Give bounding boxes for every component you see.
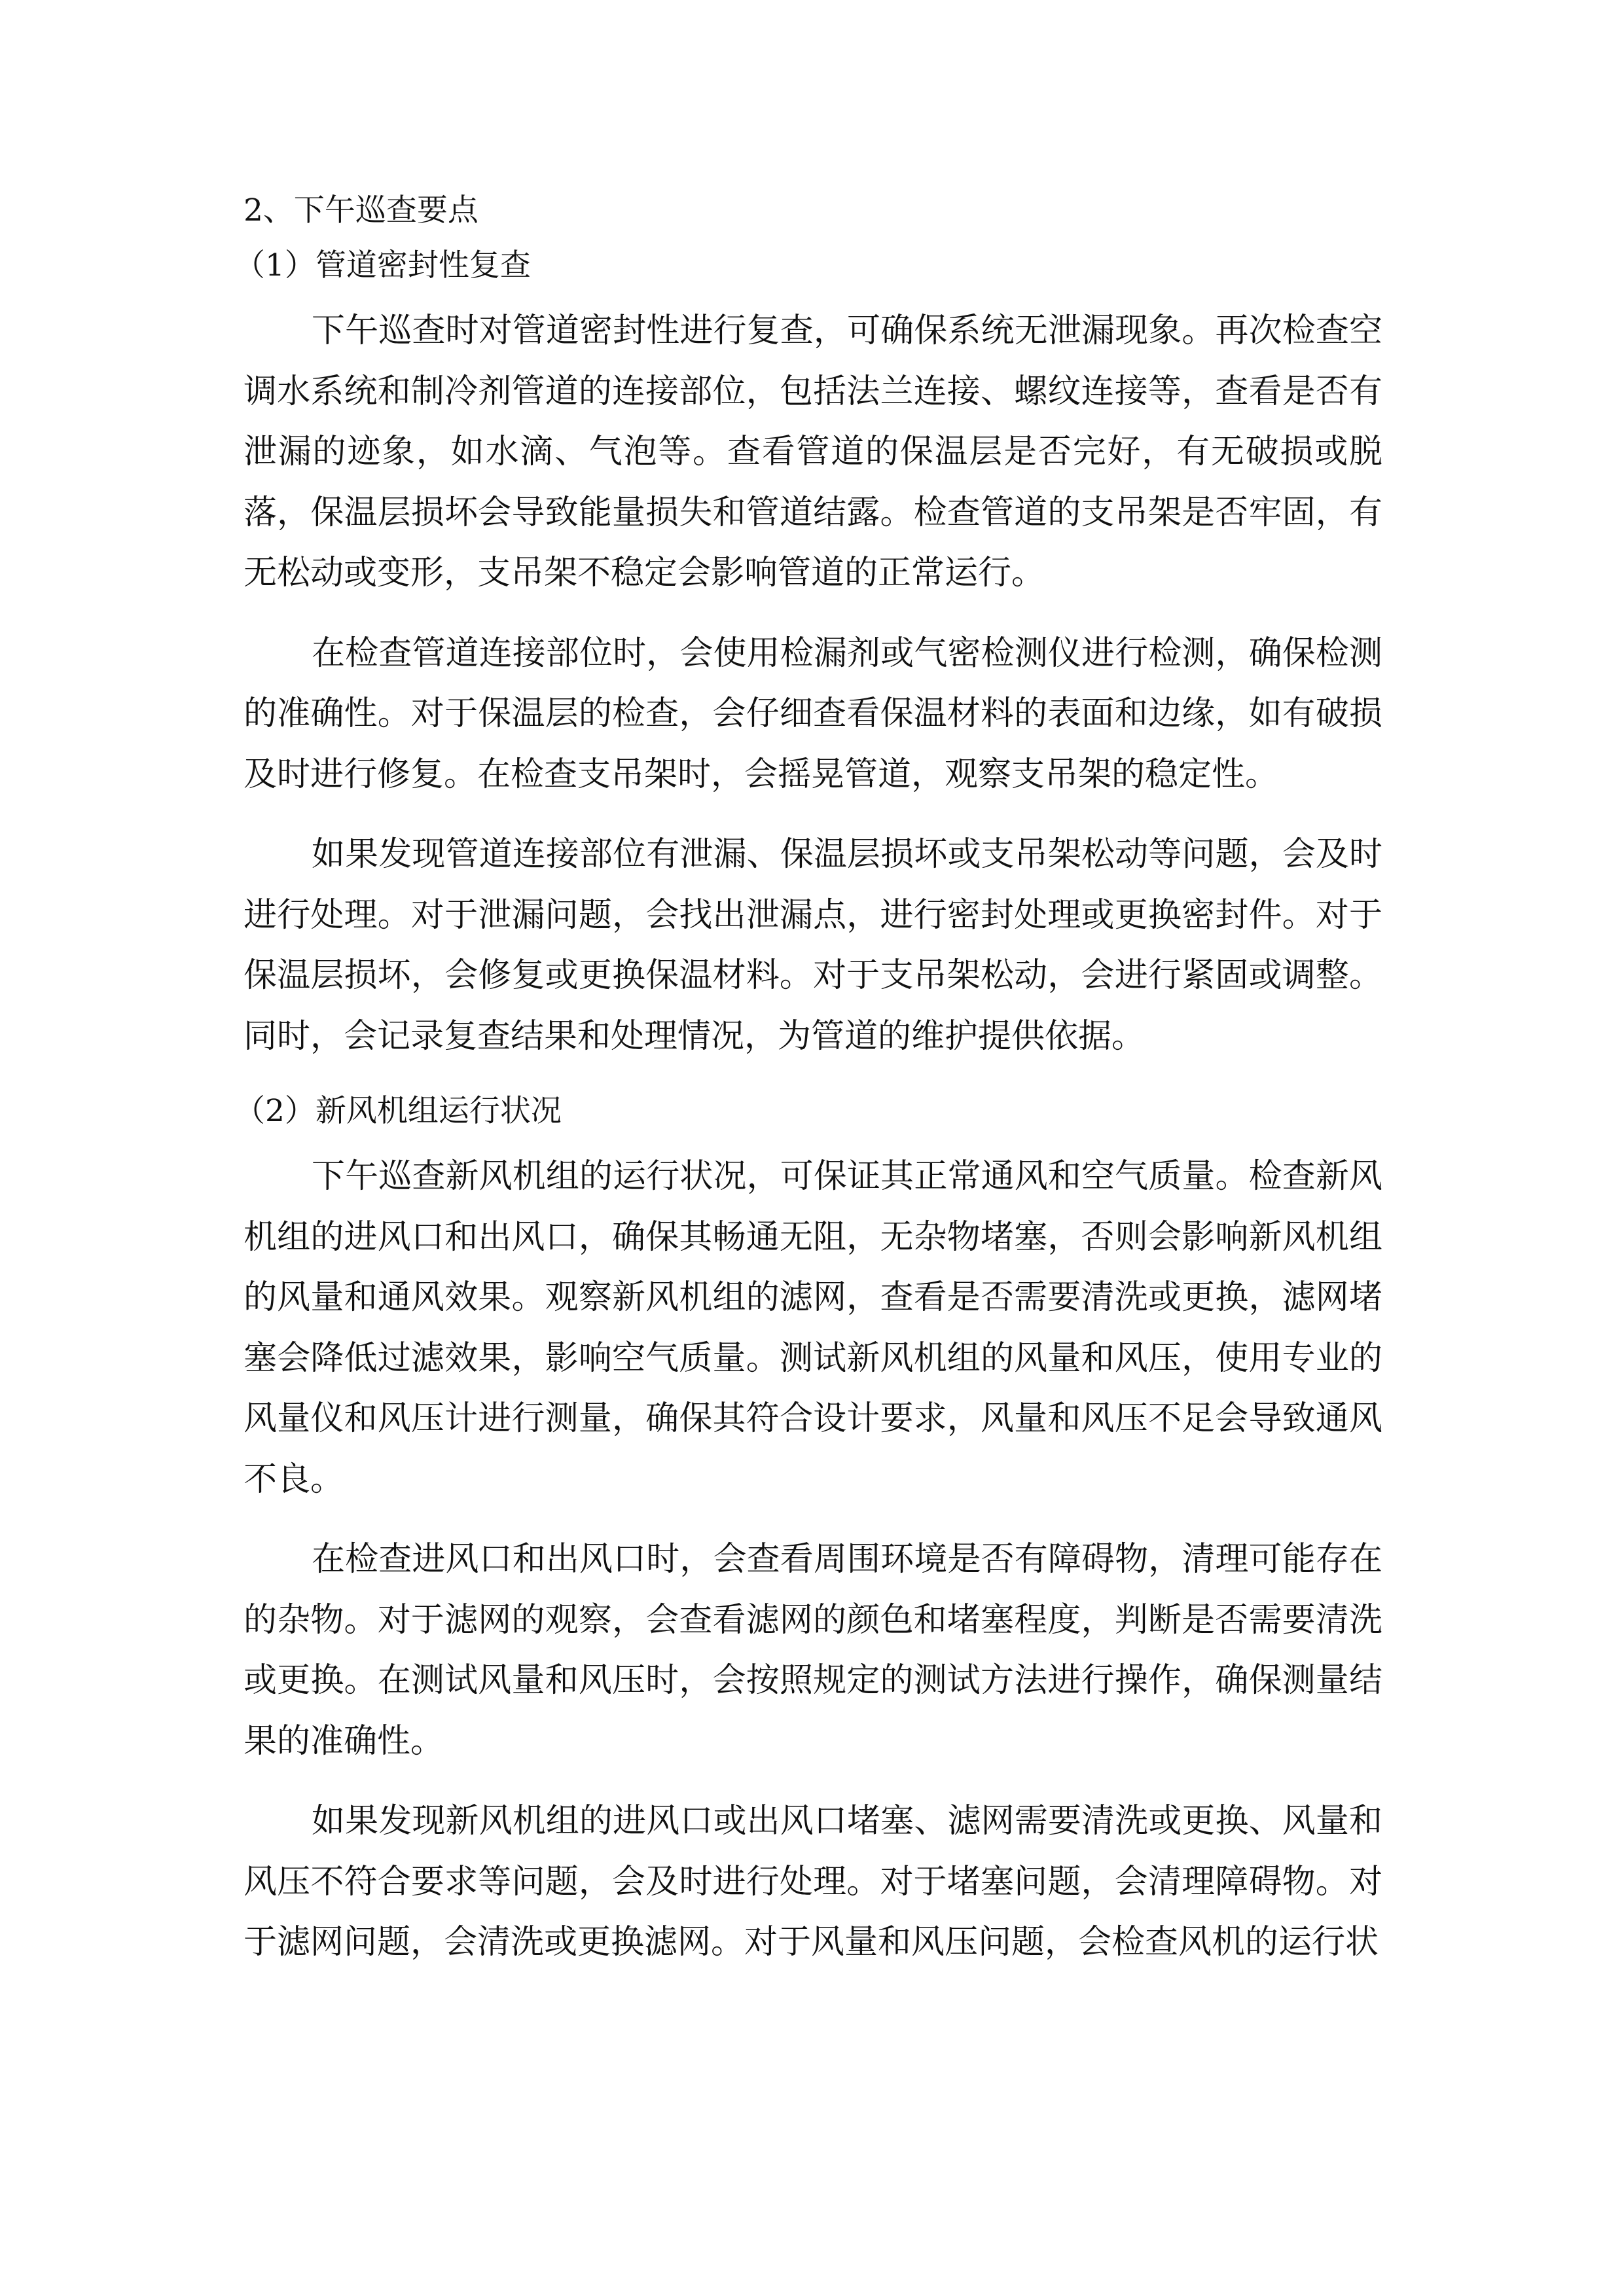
paragraph: 下午巡查新风机组的运行状况，可保证其正常通风和空气质量。检查新风机组的进风口和出风口，确保其畅通无阻，无杂物堵塞，否则会影响新风机组的风量和通风效果。观察新风机组的滤网，查看是否需要清洗或更换，滤网堵塞会降低过滤效果，影响空气质量。测试新风机组的风量和风压，使用专业的风量仪和风压计进行测量，确保其符合设计要求，风量和风压不足会导致通风不良。 [244, 1157, 1382, 1499]
paragraph: 下午巡查时对管道密封性进行复查，可确保系统无泄漏现象。再次检查空调水系统和制冷剂管道的连接部位，包括法兰连接、螺纹连接等，查看是否有泄漏的迹象，如水滴、气泡等。查看管道的保温层是否完好，有无破损或脱落，保温层损坏会导致能量损失和管道结露。检查管道的支吊架是否牢固，有无松动或变形，支吊架不稳定会影响管道的正常运行。 [244, 312, 1382, 592]
subsection-title-fresh-air-unit: （2）新风机组运行状况 [234, 1093, 562, 1129]
paragraph: 如果发现管道连接部位有泄漏、保温层损坏或支吊架松动等问题，会及时进行处理。对于泄漏问题，会找出泄漏点，进行密封处理或更换密封件。对于保温层损坏，会修复或更换保温材料。对于支吊架松动，会进行紧固或调整。同时，会记录复查结果和处理情况，为管道的维护提供依据。 [244, 835, 1382, 1056]
document-body [234, 190, 1382, 1993]
paragraph: 在检查管道连接部位时，会使用检漏剂或气密检测仪进行检测，确保检测的准确性。对于保温层的检查，会仔细查看保温材料的表面和边缘，如有破损及时进行修复。在检查支吊架时，会摇晃管道，观察支吊架的稳定性。 [244, 634, 1382, 794]
paragraph: 如果发现新风机组的进风口或出风口堵塞、滤网需要清洗或更换、风量和风压不符合要求等问题，会及时进行处理。对于堵塞问题，会清理障碍物。对于滤网问题，会清洗或更换滤网。对于风量和风压问题，会检查风机的运行状 [244, 1802, 1382, 1962]
section-title: 2、下午巡查要点 [244, 192, 478, 228]
subsection-title-pipe-sealing: （1）管道密封性复查 [234, 247, 531, 283]
paragraph: 在检查进风口和出风口时，会查看周围环境是否有障碍物，清理可能存在的杂物。对于滤网的观察，会查看滤网的颜色和堵塞程度，判断是否需要清洗或更换。在测试风量和风压时，会按照规定的测试方法进行操作，确保测量结果的准确性。 [244, 1540, 1382, 1761]
